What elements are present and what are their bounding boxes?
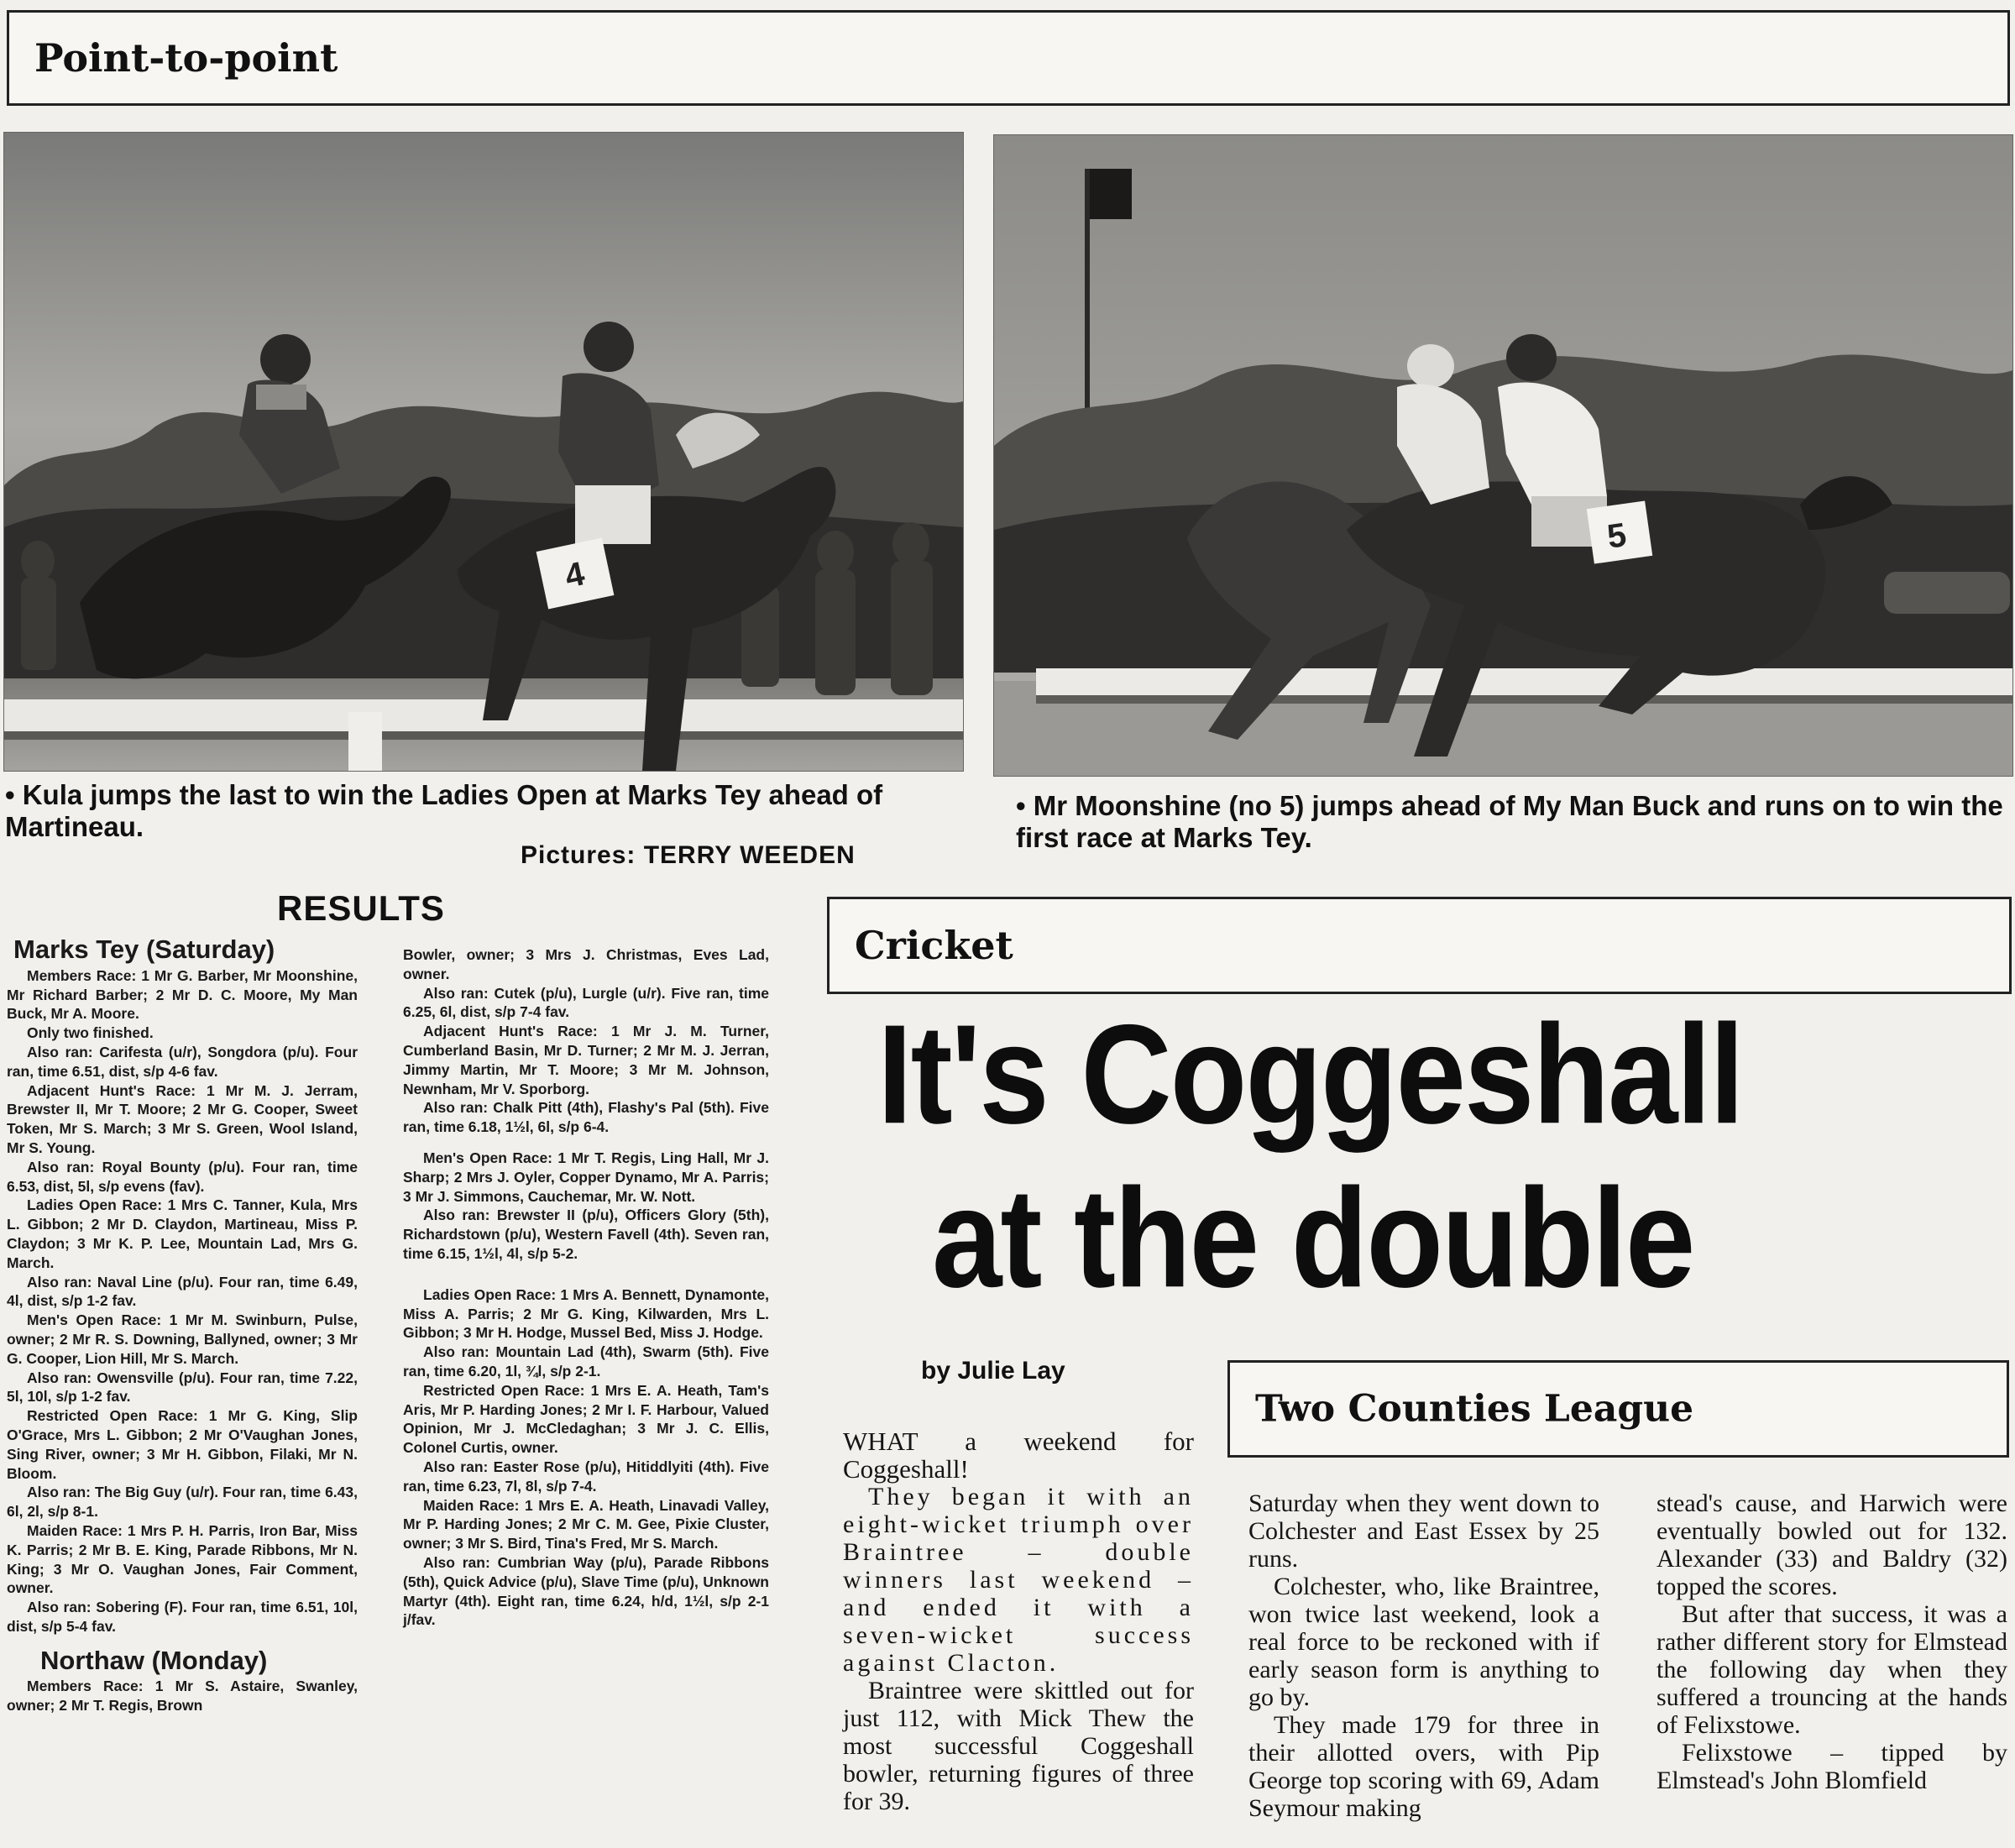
result-line: Restricted Open Race: 1 Mr G. King, Slip O'Grace, Mrs L. Gibbon; 2 Mr O'Vaughan Jones, Sing River, owner; 3 Mr H. Gibbon, Filaki, Mr N. Bloom. (7, 1407, 358, 1482)
result-line: Also ran: Mountain Lad (4th), Swarm (5th). Five ran, time 6.20, 1l, ¾l, s/p 2-1. (403, 1343, 769, 1379)
venue-heading-northaw: Northaw (Monday) (40, 1645, 268, 1675)
section-heading: Cricket (855, 923, 1013, 968)
result-line: Also ran: Chalk Pitt (4th), Flashy's Pal (5th). Five ran, time 6.18, 1½l, 6l, s/p 6-4. (403, 1099, 769, 1136)
article-paragraph: They made 179 for three in their allotted overs, with Pip George top scoring with 69, Adam Seymour making (1248, 1711, 1599, 1822)
result-line: Also ran: Carifesta (u/r), Songdora (p/u). Four ran, time 6.51, dist, s/p 4-6 fav. (7, 1043, 358, 1080)
result-line: Also ran: Owensville (p/u). Four ran, time 7.22, 5l, 10l, s/p 1-2 fav. (7, 1369, 358, 1406)
result-line: Also ran: Naval Line (p/u). Four ran, time 6.49, 4l, dist, s/p 1-2 fav. (7, 1273, 358, 1310)
result-line: Also ran: Easter Rose (p/u), Hitiddlyiti (4th). Five ran, time 6.23, 7l, 8l, s/p 7-4. (403, 1458, 769, 1495)
result-line: Ladies Open Race: 1 Mrs A. Bennett, Dynamonte, Miss A. Parris; 2 Mr G. King, Kilwarden, Mrs L. Gibbon; 3 Mr H. Hodge, Mussel Bed, Miss J. Hodge. (403, 1285, 769, 1342)
article-column-2 (1248, 1489, 1599, 1822)
result-line: Ladies Open Race: 1 Mrs C. Tanner, Kula, Mrs L. Gibbon; 2 Mr D. Claydon, Martineau, Miss P. Claydon; 3 Mr K. P. Lee, Mountain Lad, Mrs G. March. (7, 1196, 358, 1271)
result-line: Also ran: Royal Bounty (p/u). Four ran, time 6.53, dist, 5l, s/p evens (fav). (7, 1158, 358, 1195)
article-column-1 (843, 1427, 1194, 1815)
result-line: Adjacent Hunt's Race: 1 Mr J. M. Turner, Cumberland Basin, Mr D. Turner; 2 Mr M. J. Jerran, Jimmy Martin, Mr T. Moore; 3 Mr M. Johnson, Newnham, Mr V. Sporborg. (403, 1023, 769, 1097)
results-title: RESULTS (277, 888, 445, 928)
results-column-2 (403, 945, 769, 1630)
result-line: Also ran: Sobering (F). Four ran, time 6.51, 10l, dist, s/p 5-4 fav. (7, 1599, 358, 1635)
saddle-cloth-number: 4 (562, 555, 589, 595)
result-line: Men's Open Race: 1 Mr T. Regis, Ling Hall, Mr J. Sharp; 2 Mrs J. Oyler, Copper Dynamo, Mr A. Parris; 3 Mr J. Simmons, Cauchemar, Mr. W. Nott. (403, 1149, 769, 1205)
result-line: Only two finished. (27, 1024, 154, 1042)
photo-credit: Pictures: TERRY WEEDEN (521, 841, 856, 869)
article-paragraph: They began it with an eight-wicket triumph over Braintree – double winners last weekend – and ended it with a seven-wicket success against Clacton. (843, 1483, 1194, 1677)
article-paragraph: Felixstowe – tipped by Elmstead's John Blomfield (1656, 1739, 2007, 1794)
photo-mr-moonshine (993, 134, 2013, 777)
photo-caption-right: • Mr Moonshine (no 5) jumps ahead of My Man Buck and runs on to win the first race at Marks Tey. (1016, 790, 2003, 853)
article-paragraph: But after that success, it was a rather different story for Elmstead the following day when they suffered a trouncing at the hands of Felixstowe. (1656, 1600, 2007, 1739)
result-line: Bowler, owner; 3 Mrs J. Christmas, Eves Lad, owner. (403, 946, 769, 982)
article-paragraph: WHAT a weekend for Coggeshall! (843, 1427, 1194, 1484)
results-column-1 (7, 934, 358, 1715)
article-column-3 (1656, 1489, 2007, 1838)
result-line: Adjacent Hunt's Race: 1 Mr M. J. Jerram, Brewster II, Mr T. Moore; 2 Mr G. Cooper, Sweet Token, Mr S. March; 3 Mr S. Green, Wool Island, Mr S. Young. (7, 1081, 358, 1156)
photo-kula-jump (3, 132, 964, 772)
article-paragraph: Colchester, who, like Braintree, won twice last weekend, look a real force to be reckoned with if early season form is anything to go by. (1248, 1573, 1599, 1711)
result-line: Also ran: Cutek (p/u), Lurgle (u/r). Five ran, time 6.25, 6l, dist, s/p 7-4 fav. (403, 984, 769, 1021)
article-paragraph: stead's cause, and Harwich were eventually bowled out for 132. Alexander (33) and Baldry (32) topped the scores. (1656, 1489, 2007, 1600)
article-paragraph: Saturday when they went down to Colchester and East Essex by 25 runs. (1248, 1489, 1599, 1573)
result-line: Members Race: 1 Mr S. Astaire, Swanley, owner; 2 Mr T. Regis, Brown (7, 1678, 358, 1715)
section-heading: Point-to-point (34, 35, 338, 81)
result-line: Also ran: The Big Guy (u/r). Four ran, time 6.43, 6l, 2l, s/p 8-1. (7, 1484, 358, 1521)
result-line: Members Race: 1 Mr G. Barber, Mr Moonshine, Mr Richard Barber; 2 Mr D. C. Moore, My Man Buck, Mr A. Moore. (7, 966, 358, 1023)
result-line: Maiden Race: 1 Mrs E. A. Heath, Linavadi Valley, Mr P. Harding Jones; 2 Mr C. M. Gee, Pixie Cluster, owner; 3 Mr S. Bird, Tina's Fred, Mr S. March. (403, 1496, 769, 1552)
result-line: Men's Open Race: 1 Mr M. Swinburn, Pulse, owner; 2 Mr R. S. Downing, Ballyned, owner; 3 Mr G. Cooper, Lion Hill, Mr S. March. (7, 1311, 358, 1367)
section-header-two-counties (1227, 1360, 2009, 1458)
headline-line-1: It's Coggeshall (877, 994, 1743, 1154)
saddle-cloth-number: 5 (1604, 516, 1629, 556)
result-line: Maiden Race: 1 Mrs P. H. Parris, Iron Bar, Miss K. Parris; 2 Mr B. E. King, Parade Ribbons, Mr N. King; 3 Mr O. Vaughan Jones, Fair Comment, owner. (7, 1521, 358, 1597)
section-header-cricket (827, 897, 2012, 994)
section-header-point-to-point (7, 10, 2010, 106)
sub-heading: Two Counties League (1255, 1387, 1694, 1431)
article-paragraph: Braintree were skittled out for just 112, with Mick Thew the most successful Coggeshall bowler, returning figures of three for 39. (843, 1677, 1194, 1815)
headline-line-2: at the double (932, 1158, 1694, 1317)
byline: by Julie Lay (921, 1357, 1065, 1385)
result-line: Restricted Open Race: 1 Mrs E. A. Heath, Tam's Aris, Mr P. Harding Jones; 2 Mr I. F. Harbour, Valued Opinion, Mr J. McCledaghan; 3 Mr J. C. Ellis, Colonel Curtis, owner. (403, 1381, 769, 1457)
venue-heading-marks-tey: Marks Tey (Saturday) (13, 934, 275, 964)
result-line: Also ran: Brewster II (p/u), Officers Glory (5th), Richardstown (p/u), Western Favell (4th). Seven ran, time 6.15, 1½l, 4l, s/p 5-2. (403, 1207, 769, 1262)
photo-caption-left: • Kula jumps the last to win the Ladies Open at Marks Tey ahead of Martineau. (5, 779, 883, 842)
result-line: Also ran: Cumbrian Way (p/u), Parade Ribbons (5th), Quick Advice (p/u), Slave Time (p/u), Unknown Martyr (4th). Eight ran, time 6.24, h/d, 1½l, s/p 2-1 j/fav. (403, 1553, 769, 1629)
